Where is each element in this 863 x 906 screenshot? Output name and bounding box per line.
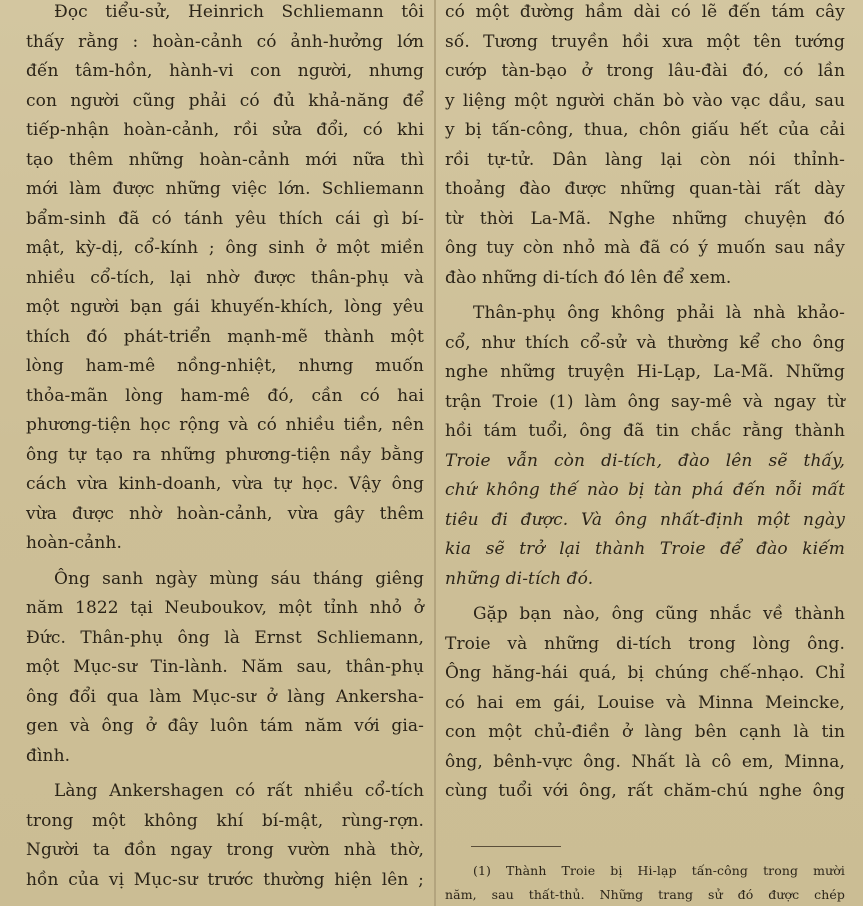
right-text-line: có một đường hầm dài có lẽ đến tám cây [445, 2, 845, 22]
left-text-line: đình. [26, 745, 71, 766]
left-text-line: cách vừa kinh-doanh, vừa tự học. Vậy ông [26, 474, 424, 494]
left-text-line: thỏa-mãn lòng ham-mê đó, cần có hai [26, 385, 424, 406]
column-divider [434, 0, 436, 906]
left-text-line: lòng ham-mê nồng-nhiệt, nhưng muốn [26, 356, 424, 376]
left-text-line: tạo thêm những hoàn-cảnh mới nữa thì [26, 149, 424, 170]
right-text-line: con một chủ-điền ở làng bên cạnh là tin [445, 722, 845, 742]
right-text-line: ông, bênh-vực ông. Nhất là cô em, Minna, [445, 751, 845, 772]
left-text-line: trong một không khí bí-mật, rùng-rợn. [26, 810, 424, 831]
right-text-line: y bị tấn-công, thua, chôn giấu hết của cải [445, 120, 845, 140]
right-text-line: Troie vẫn còn di-tích, đào lên sẽ thấy, [445, 450, 845, 471]
right-text-line: những di-tích đó. [445, 568, 594, 589]
right-text-line: Troie và những di-tích trong lòng ông. [445, 633, 845, 654]
right-text-line: nghe những truyện Hi-Lạp, La-Mã. Những [445, 362, 845, 382]
right-text-line: cướp tàn-bạo ở trong lâu-đài đó, có lần [445, 61, 845, 81]
right-text-line: y liệng một người chăn bò vào vạc dầu, sau [445, 90, 845, 111]
right-text-line: có hai em gái, Louise và Minna Meincke, [445, 692, 845, 713]
left-text-line: tiếp-nhận hoàn-cảnh, rồi sửa đổi, có khi [26, 120, 424, 140]
left-text-line: Đức. Thân-phụ ông là Ernst Schliemann, [26, 627, 424, 648]
right-text-line: chứ không thế nào bị tàn phá đến nỗi mất [445, 480, 845, 500]
right-text-line: số. Tương truyền hồi xưa một tên tướng [445, 31, 845, 52]
left-text-line: thích đó phát-triển mạnh-mẽ thành một [26, 326, 424, 347]
left-text-line: phương-tiện học rộng và có nhiều tiền, nên [26, 415, 424, 435]
left-text-line: một người bạn gái khuyến-khích, lòng yêu [26, 297, 424, 317]
right-text-line: Ông hăng-hái quá, bị chúng chế-nhạo. Chỉ [445, 663, 845, 683]
left-text-line: vừa được nhờ hoàn-cảnh, vừa gây thêm [26, 503, 424, 524]
right-text-line: kia sẽ trở lại thành Troie để đào kiếm [445, 539, 845, 559]
left-text-line: hồn của vị Mục-sư trước thường hiện lên ; [26, 869, 424, 890]
footnote-line: năm, sau thất-thủ. Những trang sử đó được chép [445, 887, 845, 902]
right-text-line: trận Troie (1) làm ông say-mê và ngay từ [445, 391, 845, 412]
left-text-line: mật, kỳ-dị, cổ-kính ; ông sinh ở một miền [26, 238, 424, 258]
right-text-line: tiêu đi được. Và ông nhất-định một ngày [445, 509, 845, 530]
right-text-line: Gặp bạn nào, ông cũng nhắc về thành [473, 604, 845, 624]
right-text-line: hồi tám tuổi, ông đã tin chắc rằng thành [445, 421, 845, 441]
right-text-line: đào những di-tích đó lên để xem. [445, 267, 732, 288]
right-text-line: cổ, như thích cổ-sử và thường kể cho ông [445, 332, 845, 353]
left-text-line: Ông sanh ngày mùng sáu tháng giêng [54, 568, 424, 589]
left-text-line: ông tự tạo ra những phương-tiện nầy bằng [26, 444, 424, 465]
left-text-line: đến tâm-hồn, hành-vi con người, nhưng [26, 61, 424, 81]
right-text-line: Thân-phụ ông không phải là nhà khảo- [473, 303, 845, 323]
left-text-line: một Mục-sư Tin-lành. Năm sau, thân-phụ [26, 657, 424, 677]
right-text-line: cùng tuổi với ông, rất chăm-chú nghe ông [445, 781, 845, 801]
left-text-line: nhiều cổ-tích, lại nhờ được thân-phụ và [26, 267, 424, 288]
left-text-line: Người ta đồn ngay trong vườn nhà thờ, [26, 840, 424, 860]
left-text-line: mới làm được những việc lớn. Schliemann [26, 179, 424, 199]
left-text-line: năm 1822 tại Neuboukov, một tỉnh nhỏ ở [26, 598, 424, 618]
left-text-line: ông đổi qua làm Mục-sư ở làng Ankersha- [26, 686, 424, 707]
footnote-line: (1) Thành Troie bị Hi-lạp tấn-công trong mười [473, 863, 845, 878]
left-text-line: hoàn-cảnh. [26, 533, 122, 553]
footnote-rule [471, 846, 561, 847]
right-text-line: ông tuy còn nhỏ mà đã có ý muốn sau nầy [445, 238, 845, 258]
right-text-line: thoảng đào được những quan-tài rất dày [445, 179, 845, 199]
left-text-line: gen và ông ở đây luôn tám năm với gia- [26, 716, 424, 736]
left-text-line: bẩm-sinh đã có tánh yêu thích cái gì bí- [26, 208, 424, 229]
right-text-line: rồi tự-tử. Dân làng lại còn nói thỉnh- [445, 149, 845, 170]
left-text-line: thấy rằng : hoàn-cảnh có ảnh-hưởng lớn [26, 31, 424, 52]
left-text-line: con người cũng phải có đủ khả-năng để [26, 90, 424, 111]
left-text-line: Làng Ankershagen có rất nhiều cổ-tích [54, 781, 424, 801]
left-text-line: Đọc tiểu-sử, Heinrich Schliemann tôi [54, 2, 424, 22]
right-text-line: từ thời La-Mã. Nghe những chuyện đó [445, 208, 845, 229]
